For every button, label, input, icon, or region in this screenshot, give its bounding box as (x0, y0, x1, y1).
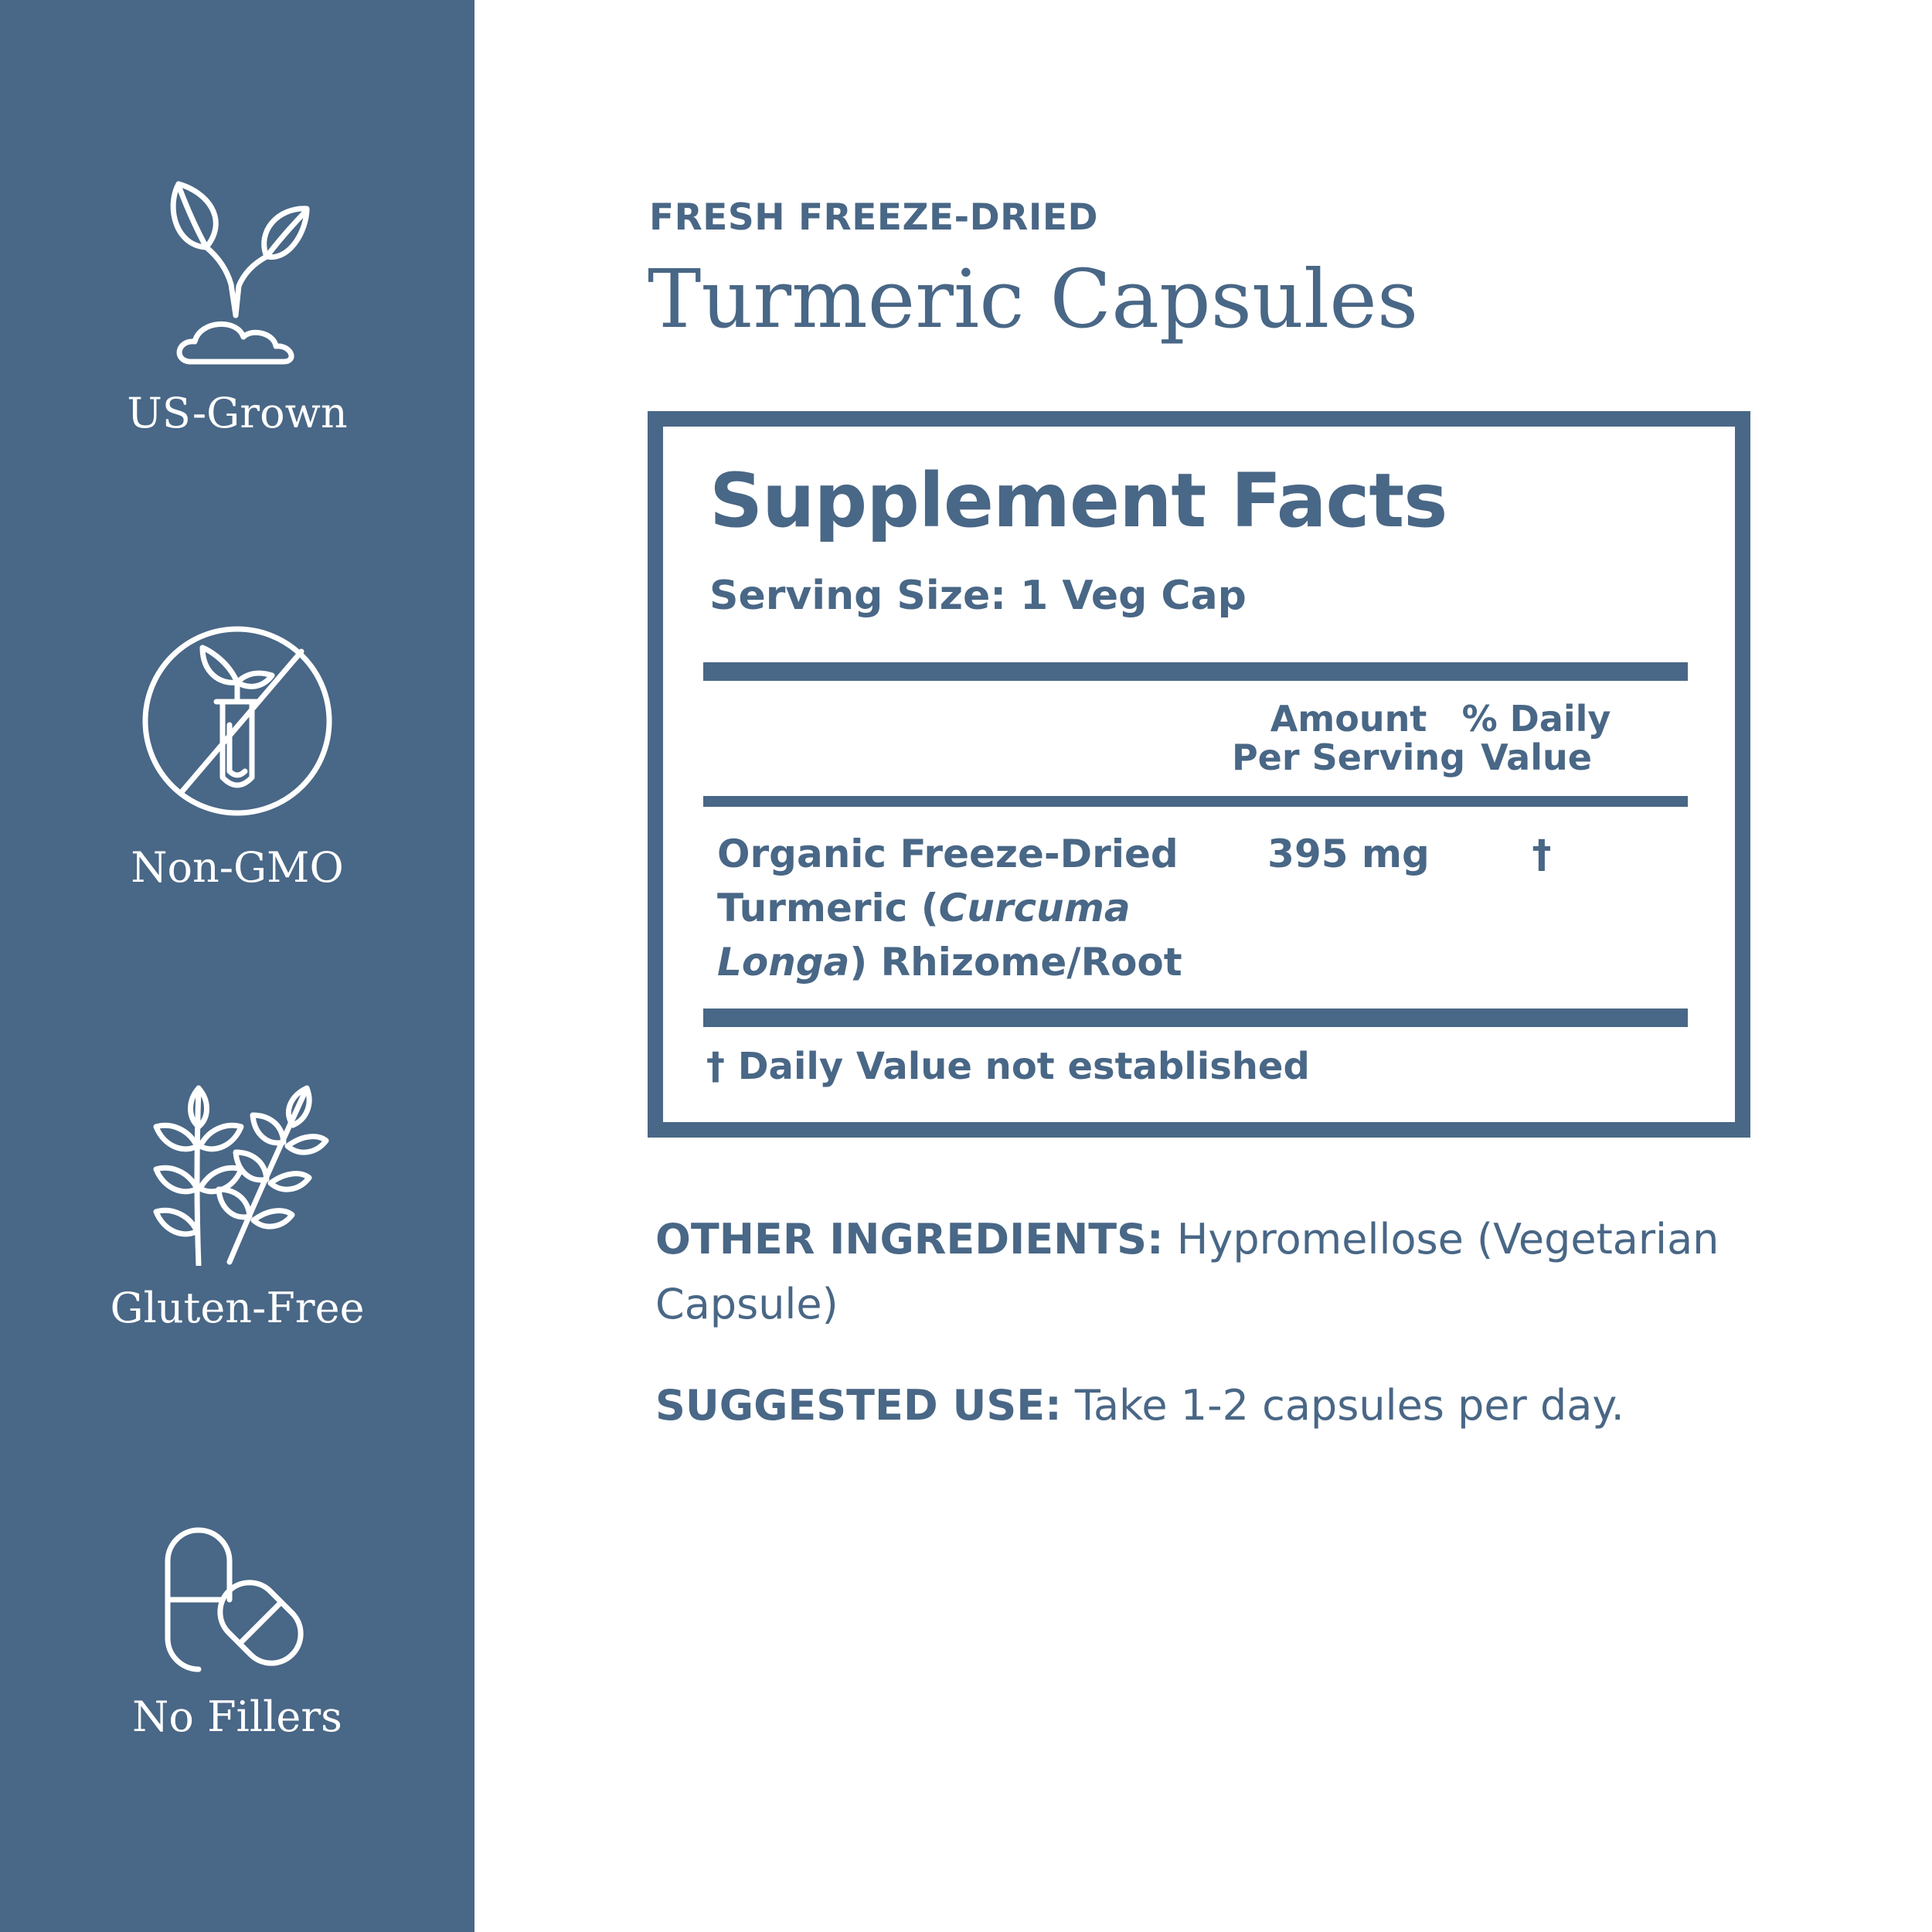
supplement-facts-title: Supplement Facts (709, 457, 1447, 544)
nutrient-daily-value: † (1532, 832, 1552, 876)
badge-label: Gluten-Free (110, 1284, 365, 1332)
suggested-use (655, 1373, 1753, 1438)
serving-size: Serving Size: 1 Veg Cap (709, 573, 1247, 619)
other-ingredients (655, 1207, 1753, 1337)
amount-header-line1: Amount (1270, 698, 1427, 740)
amount-column-header (1229, 699, 1468, 777)
suggested-use-text: Take 1-2 capsules per day. (1061, 1381, 1624, 1430)
nutrient-amount: 395 mg (1267, 832, 1430, 876)
other-ingredients-text: Hypromellose (Vegetarian Capsule) (655, 1215, 1719, 1328)
daily-value-footnote: † Daily Value not established (706, 1045, 1310, 1088)
suggested-use-label: SUGGESTED USE: (655, 1381, 1062, 1430)
nutrient-name-part1: Organic Freeze-Dried Turmeric ( (717, 832, 1179, 930)
daily-value-column-header (1459, 699, 1614, 777)
nutrient-name-part2: ) Rhizome/Root (849, 940, 1182, 985)
nutrient-name-latin: Curcuma Longa (717, 886, 1131, 985)
product-title: Turmeric Capsules (648, 252, 1419, 346)
nutrient-name (717, 827, 1212, 989)
badge-label: Non-GMO (131, 843, 344, 892)
thin-divider (703, 796, 1688, 807)
thick-divider-bottom (703, 1009, 1688, 1027)
amount-header-line2: Per Serving (1231, 736, 1466, 778)
dv-header-line2: Value (1481, 736, 1592, 778)
product-eyebrow: FRESH FREEZE-DRIED (649, 196, 1098, 239)
badge-label: US-Grown (127, 389, 348, 437)
other-ingredients-label: OTHER INGREDIENTS: (655, 1215, 1164, 1264)
badge-label: No Fillers (132, 1692, 342, 1741)
dv-header-line1: % Daily (1461, 698, 1611, 740)
thick-divider-top (703, 662, 1688, 681)
